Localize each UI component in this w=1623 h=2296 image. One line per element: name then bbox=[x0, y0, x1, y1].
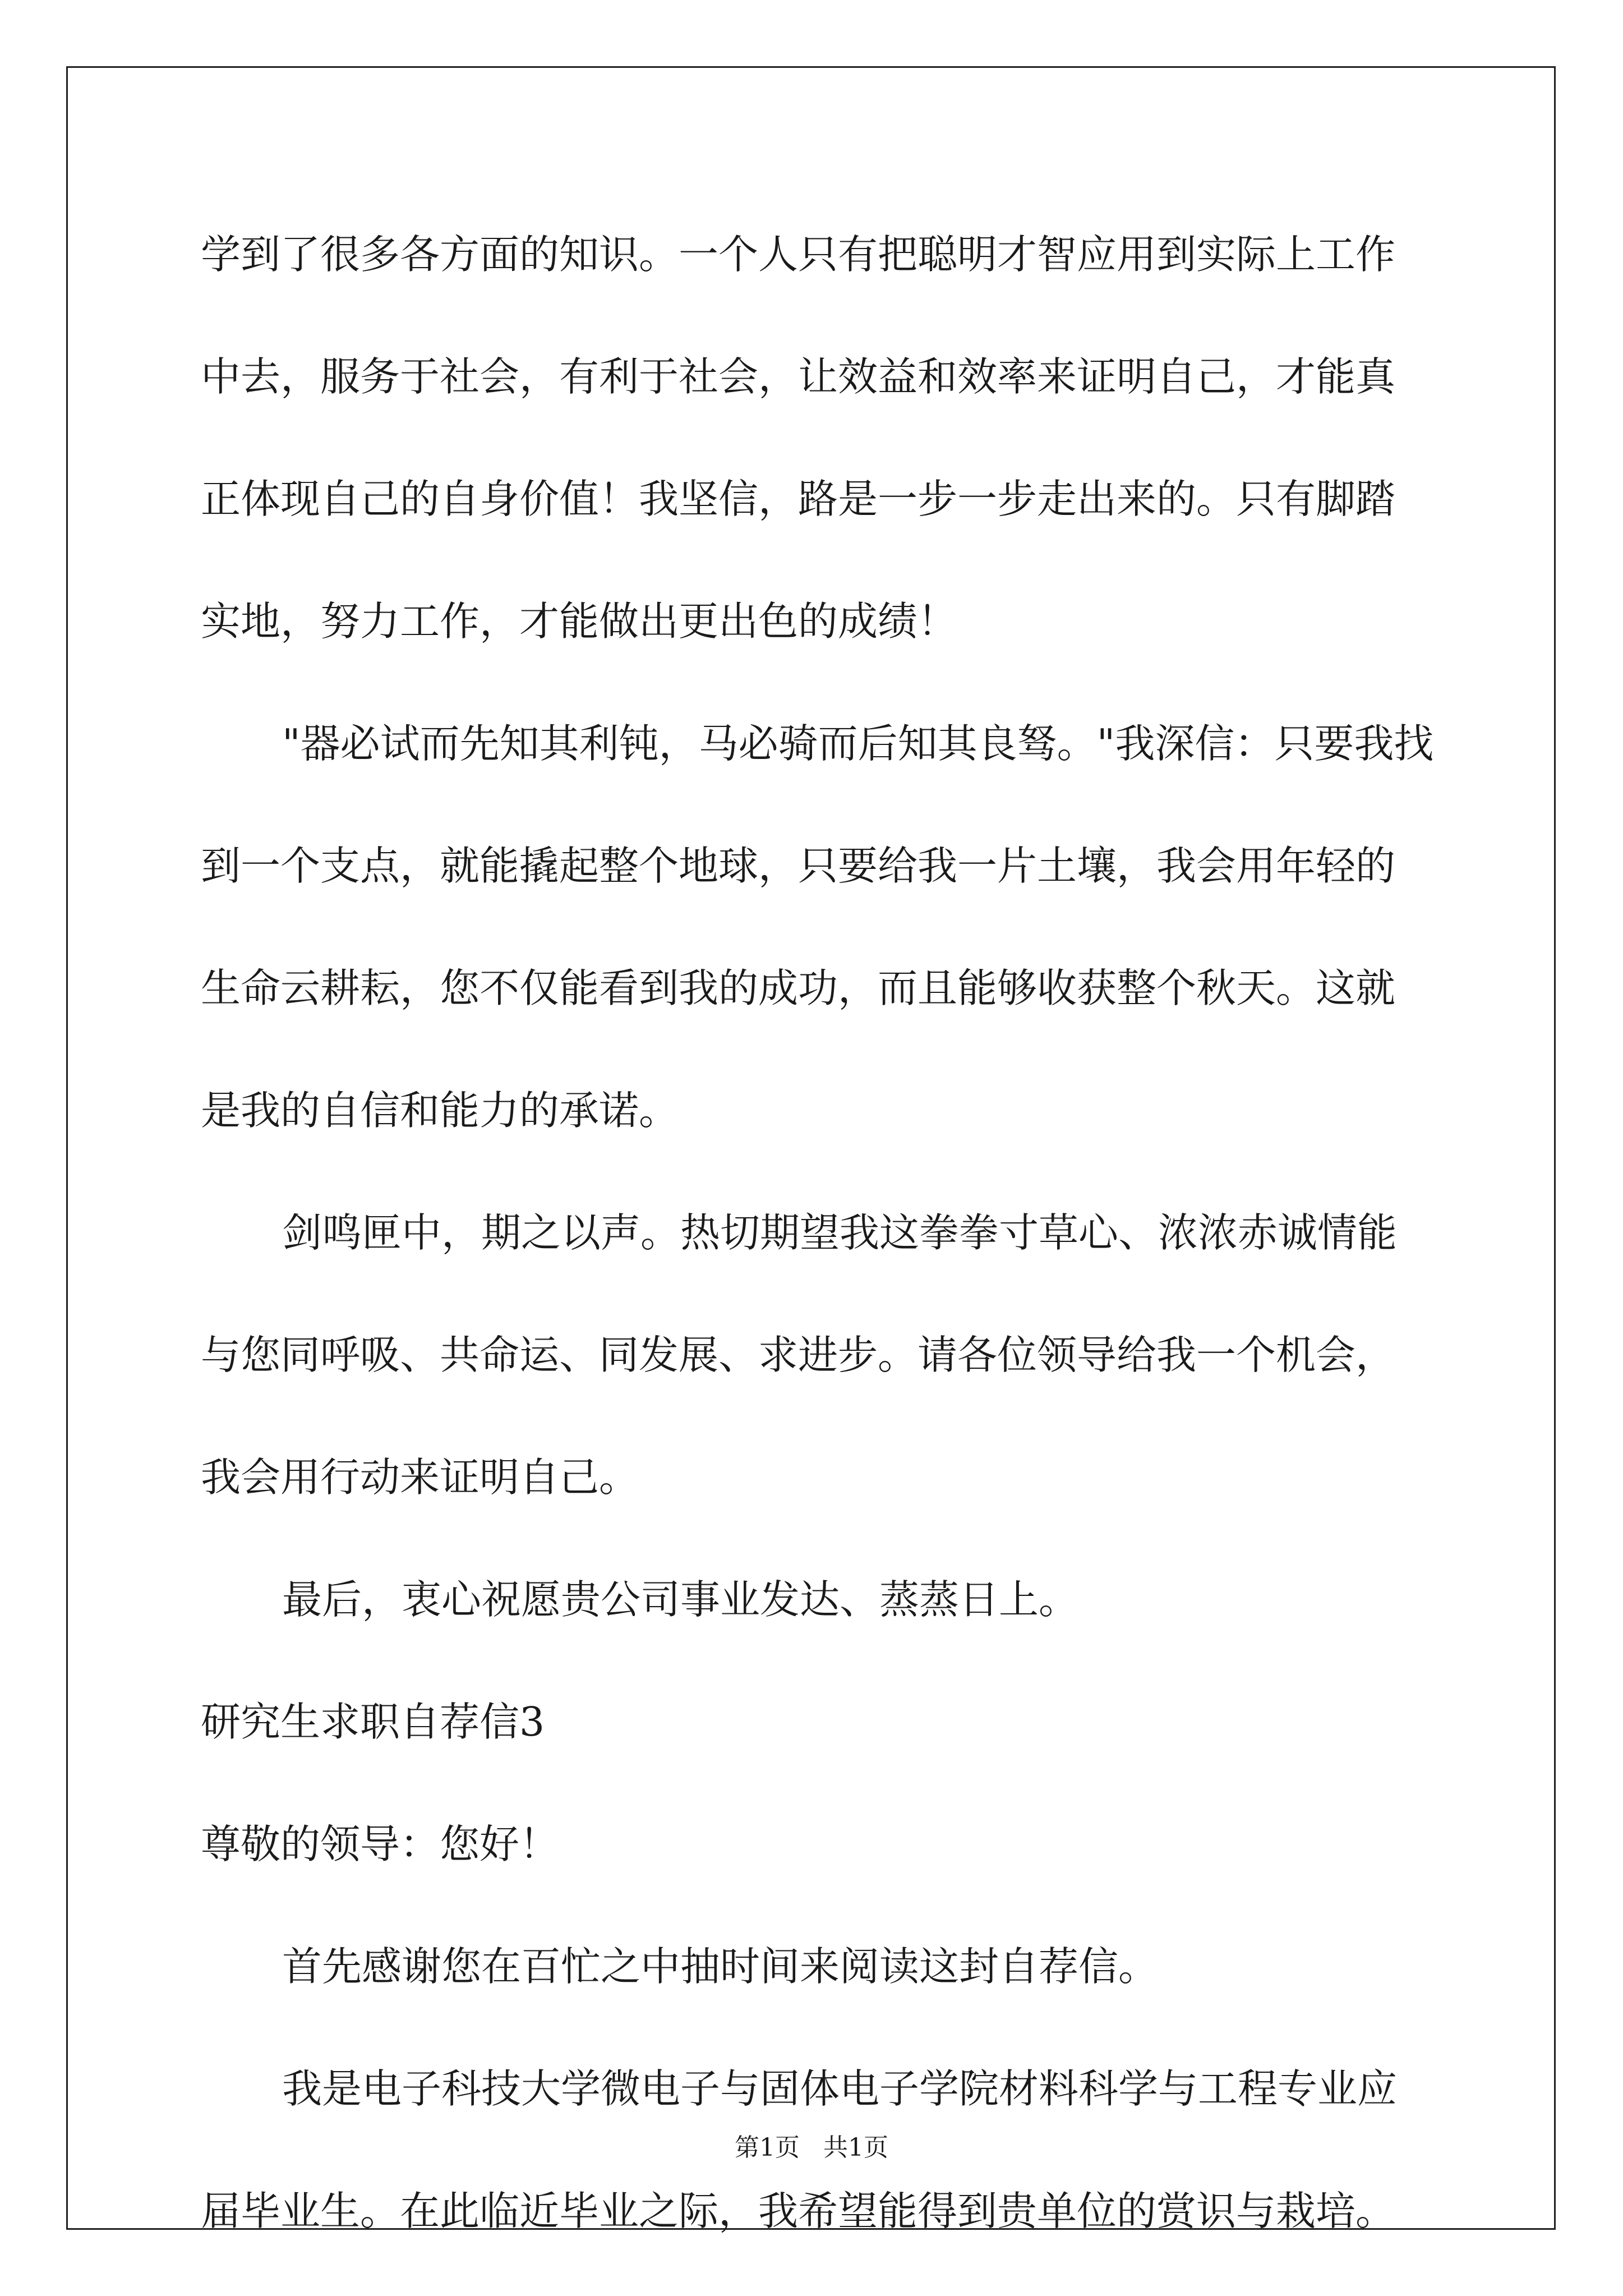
paragraph-4: 最后，衷心祝愿贵公司事业发达、蒸蒸日上。 bbox=[282, 1576, 1079, 1623]
section-heading: 研究生求职自荐信3 bbox=[201, 1699, 545, 1745]
paragraph-6: 我是电子科技大学微电子与固体电子学院材料科学与工程专业应届毕业生。在此临近毕业之际，我希望能得到贵单位的赏识与栽培。 bbox=[201, 2065, 1398, 2234]
paragraph-1: 学到了很多各方面的知识。一个人只有把聪明才智应用到实际上工作中去，服务于社会，有利于社会，让效益和效率来证明自己，才能真正体现自己的自身价值！我坚信，路是一步一步走出来的。只有脚踏实地，努力工作，才能做出更出色的成绩！ bbox=[201, 231, 1396, 645]
salutation: 尊敬的领导：您好！ bbox=[201, 1821, 560, 1867]
document-body bbox=[201, 194, 1435, 2272]
paragraph-3: 剑鸣匣中，期之以声。热切期望我这拳拳寸草心、浓浓赤诚情能与您同呼吸、共命运、同发展、求进步。请各位领导给我一个机会，我会用行动来证明自己。 bbox=[201, 1209, 1398, 1501]
paragraph-5: 首先感谢您在百忙之中抽时间来阅读这封自荐信。 bbox=[282, 1943, 1159, 1990]
page-footer: 第1页 共1页 bbox=[735, 2133, 888, 2162]
paragraph-2: "器必试而先知其利钝，马必骑而后知其良驽。"我深信：只要我找到一个支点，就能撬起整个地球，只要给我一片土壤，我会用年轻的生命云耕耘，您不仅能看到我的成功，而且能够收获整个秋天。这就是我的自信和能力的承诺。 bbox=[201, 720, 1434, 1134]
